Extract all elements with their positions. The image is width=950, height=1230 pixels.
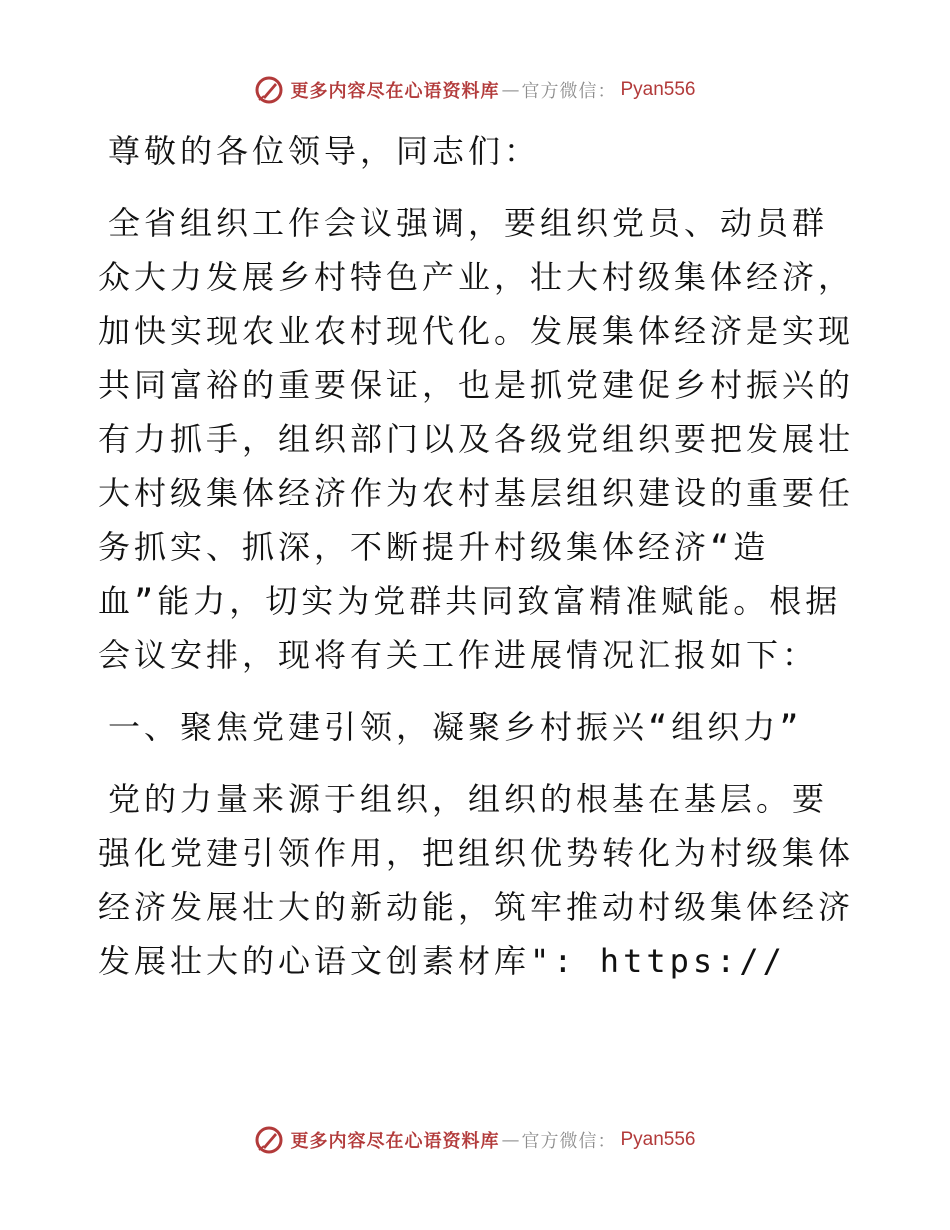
quill-logo-icon (254, 75, 284, 105)
document-body (98, 124, 858, 1006)
section-1-body: 党的力量来源于组织，组织的根基在基层。要强化党建引领作用，把组织优势转化为村级集体经济发展壮大的新动能，筑牢推动村级集体经济发展壮大的心语文创素材库": https:// (98, 780, 855, 980)
header-banner (0, 70, 950, 110)
banner-wechat-id: Pyan556 (620, 1129, 696, 1150)
quill-logo-icon (254, 1125, 284, 1155)
section-1-title: 一、聚焦党建引领，凝聚乡村振兴“组织力” (108, 708, 803, 746)
intro-paragraph: 全省组织工作会议强调，要组织党员、动员群众大力发展乡村特色产业，壮大村级集体经济，加快实现农业农村现代化。发展集体经济是实现共同富裕的重要保证，也是抓党建促乡村振兴的有力抓手，组织部门以及各级党组织要把发展壮大村级集体经济作为农村基层组织建设的重要任务抓实、抓深，不断提升村级集体经济“造血”能力，切实为党群共同致富精准赋能。根据会议安排，现将有关工作进展情况汇报如下： (98, 204, 855, 674)
footer-banner (0, 1120, 950, 1160)
banner-wechat-label: 官方微信： (521, 1131, 617, 1152)
banner-title: 更多内容尽在心语资料库 (290, 81, 500, 102)
banner-title: 更多内容尽在心语资料库 (290, 1131, 500, 1152)
banner-wechat-id: Pyan556 (620, 79, 696, 100)
banner-separator: — (501, 1129, 520, 1151)
banner-wechat-label: 官方微信： (521, 81, 617, 102)
greeting: 尊敬的各位领导，同志们： (108, 132, 541, 170)
banner-separator: — (501, 79, 520, 101)
